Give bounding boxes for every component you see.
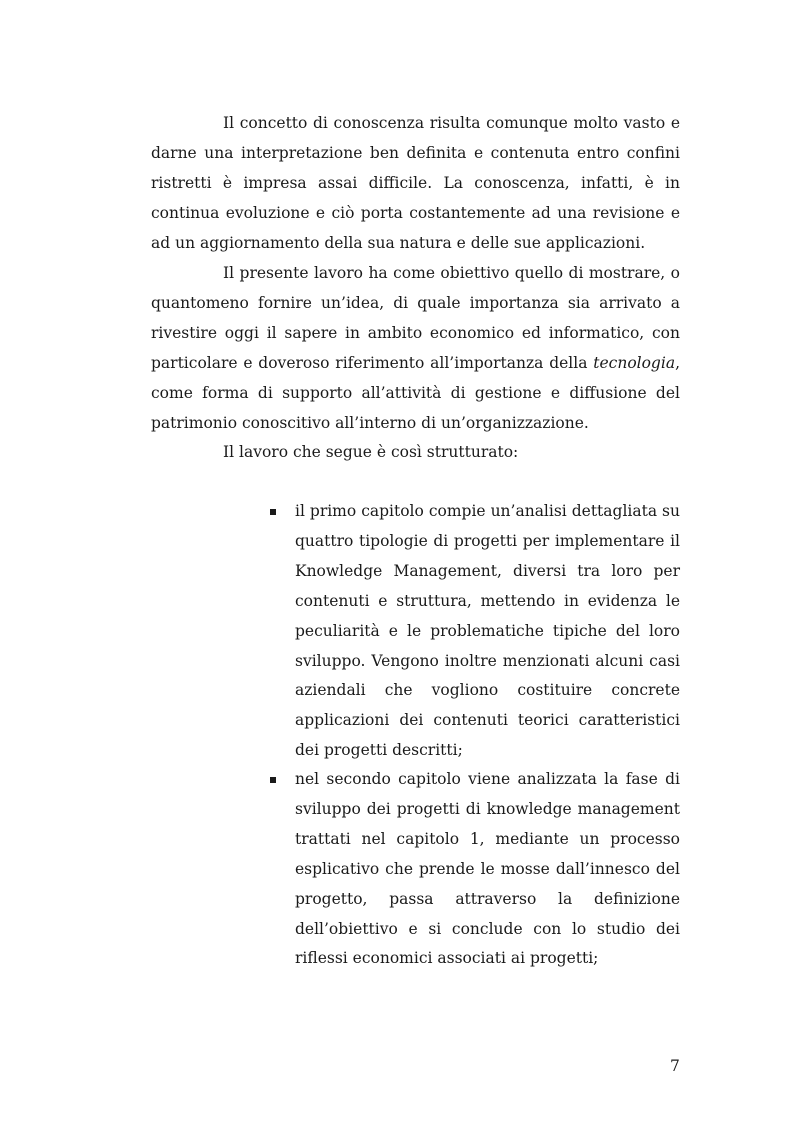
list-item-text: nel secondo capitolo viene analizzata la fase di sviluppo dei progetti di knowledge management trattati nel capitolo 1, mediante un processo esplicativo che prende le mosse dall’innesco del progetto, passa attraverso la definizione dell’obiettivo e si conclude con lo studio dei riflessi economici associati ai progetti; bbox=[295, 770, 680, 968]
list-item bbox=[295, 765, 680, 974]
emphasized-term: tecnologia bbox=[593, 354, 676, 372]
paragraph-text: Il presente lavoro ha come obiettivo quello di mostrare, o quantomeno fornire un’idea, di quale importanza sia arrivato a rivestire oggi il sapere in ambito economico ed informatico, con particolare e doveroso riferimento all’importanza della bbox=[151, 264, 680, 372]
body-paragraph: Il concetto di conoscenza risulta comunque molto vasto e darne una interpretazione ben definita e contenuta entro confini ristretti è impresa assai difficile. La conoscenza, infatti, è in continua evoluzione e ciò porta costantemente ad una revisione e ad un aggiornamento della sua natura e delle sue applicazioni. bbox=[151, 114, 680, 252]
square-bullet-icon bbox=[270, 509, 276, 515]
square-bullet-icon bbox=[270, 777, 276, 783]
page-number: 7 bbox=[670, 1057, 680, 1075]
body-paragraph bbox=[151, 258, 680, 438]
list-item bbox=[295, 497, 680, 766]
body-paragraph: Il lavoro che segue è così strutturato: bbox=[223, 443, 519, 461]
list-item-text: il primo capitolo compie un’analisi dettagliata su quattro tipologie di progetti per implementare il Knowledge Management, diversi tra loro per contenuti e struttura, mettendo in evidenza le peculiarità e le problematiche tipiche del loro sviluppo. Vengono inoltre menzionati alcuni casi aziendali che vogliono costituire concrete applicazioni dei contenuti teorici caratteristici dei progetti descritti; bbox=[295, 502, 680, 760]
paragraph-text: , come forma di supporto all’attività di gestione e diffusione del patrimonio conoscitivo all’interno di un’organizzazione. bbox=[151, 354, 680, 432]
